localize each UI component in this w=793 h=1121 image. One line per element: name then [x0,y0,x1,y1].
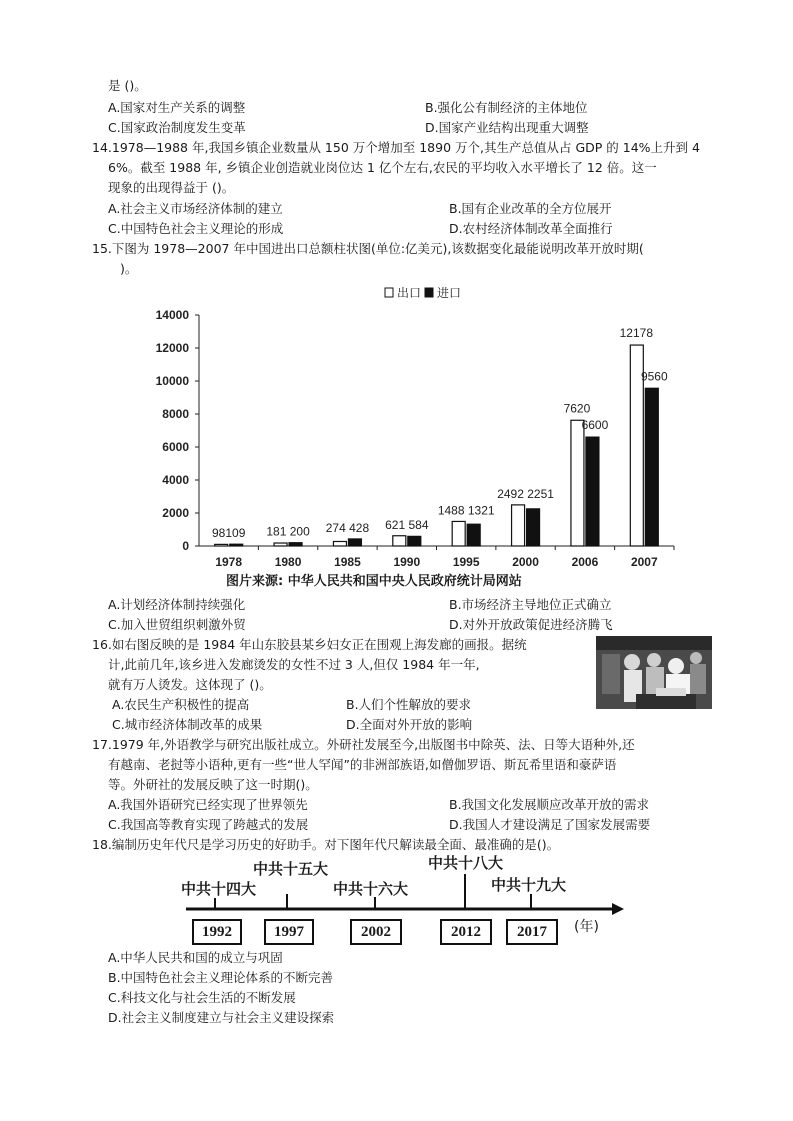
x-tick-label: 2006 [571,555,599,569]
legend-swatch-import [425,288,433,297]
y-tick-label: 12000 [155,341,189,355]
bar-export-1978 [215,544,228,546]
q14-option-d[interactable]: D.农村经济体制改革全面推行 [449,221,613,236]
timeline-label-16th: 中共十六大 [333,880,409,898]
data-label-import-2006: 6600 [581,418,609,433]
q16-option-b[interactable]: B.人们个性解放的要求 [346,697,472,712]
timeline-year-2002: 2002 [350,919,402,945]
y-tick-label: 0 [182,539,189,553]
x-tick-label: 1995 [452,555,480,569]
bar-export-2006 [571,420,584,546]
bar-import-2007 [645,388,658,546]
q17-option-a[interactable]: A.我国外语研究已经实现了世界领先 [108,797,308,812]
timeline-year-2012: 2012 [440,919,492,945]
bar-export-1980 [274,543,287,546]
chart-source: 图片来源: 中华人民共和国中央人民政府统计局网站 [226,574,522,589]
q15-option-a[interactable]: A.计划经济体制持续强化 [108,597,246,612]
bar-import-1985 [348,539,361,546]
bar-export-1995 [452,521,465,546]
q18-option-a[interactable]: A.中华人民共和国的成立与巩固 [108,950,283,965]
y-tick-label: 4000 [162,473,189,487]
bar-import-2006 [586,437,599,546]
x-tick-label: 1990 [393,555,421,569]
q17-option-d[interactable]: D.我国人才建设满足了国家发展需要 [449,817,651,832]
x-tick-label: 1985 [334,555,361,569]
q13-option-d[interactable]: D.国家产业结构出现重大调整 [425,120,589,135]
bar-export-1985 [333,541,346,546]
q14-stem-line1: 14.1978—1988 年,我国乡镇企业数量从 150 万个增加至 1890 万个,其生产总值从占 GDP 的 14%上升到 4 [92,140,700,155]
timeline-year-1992: 1992 [192,919,242,945]
q17-stem-line2: 有越南、老挝等小语种,更有一些“世人罕闻”的非洲部族语,如僧伽罗语、斯瓦希里语和豪萨语 [108,757,617,772]
x-tick-label: 1978 [215,555,243,569]
q14-option-c[interactable]: C.中国特色社会主义理论的形成 [108,221,284,236]
q16-stem-line1: 16.如右图反映的是 1984 年山东胶县某乡妇女正在围观上海发廊的画报。据统 [92,637,527,652]
q17-stem-line1: 17.1979 年,外语教学与研究出版社成立。外研社发展至今,出版图书中除英、法、日等大语种外,还 [92,737,635,752]
q14-option-b[interactable]: B.国有企业改革的全方位展开 [449,201,612,216]
q17-option-b[interactable]: B.我国文化发展顺应改革开放的需求 [449,797,650,812]
x-tick-label: 2000 [512,555,539,569]
data-label-import-2007: 9560 [640,369,668,384]
q18-option-c[interactable]: C.科技文化与社会生活的不断发展 [108,990,296,1005]
trade-bar-chart [0,270,793,590]
legend-label-import: 进口 [437,286,462,300]
bar-import-1995 [467,524,480,546]
legend-swatch-export [385,288,393,297]
q16-option-a[interactable]: A.农民生产积极性的提高 [112,697,250,712]
q14-option-a[interactable]: A.社会主义市场经济体制的建立 [108,201,283,216]
y-tick-label: 6000 [162,440,189,454]
legend-label-export: 出口 [397,286,422,300]
bar-import-1980 [289,543,302,546]
timeline [0,850,793,950]
data-label-2000: 2492 2251 [497,486,554,501]
timeline-label-19th: 中共十九大 [491,876,567,894]
q17-option-c[interactable]: C.我国高等教育实现了跨越式的发展 [108,817,309,832]
timeline-year-2017: 2017 [506,919,558,945]
timeline-label-14th: 中共十四大 [181,880,257,898]
q16-option-d[interactable]: D.全面对外开放的影响 [346,717,473,732]
bar-import-1978 [230,544,243,546]
bar-export-2000 [512,505,525,546]
data-label-1985: 274 428 [325,520,370,535]
q18-stem-line1: 18.编制历史年代尺是学习历史的好助手。对下图年代尺解读最全面、最准确的是()。 [92,837,560,852]
timeline-label-15th: 中共十五大 [253,860,329,878]
q16-stem-line3: 就有万人烫发。这体现了 ()。 [108,677,272,692]
q13-option-c[interactable]: C.国家政治制度发生变革 [108,120,246,135]
y-tick-label: 14000 [155,308,189,322]
timeline-unit: (年) [574,919,599,935]
x-tick-label: 1980 [274,555,302,569]
data-label-export-2006: 7620 [563,401,591,416]
q15-option-b[interactable]: B.市场经济主导地位正式确立 [449,597,612,612]
q14-stem-line3: 现象的出现得益于 ()。 [108,180,235,195]
y-tick-label: 8000 [162,407,189,421]
q15-option-d[interactable]: D.对外开放政策促进经济腾飞 [449,617,613,632]
q13-option-a[interactable]: A.国家对生产关系的调整 [108,100,246,115]
bar-import-1990 [408,536,421,546]
q13-option-b[interactable]: B.强化公有制经济的主体地位 [425,100,588,115]
q18-option-b[interactable]: B.中国特色社会主义理论体系的不断完善 [108,970,334,985]
data-label-1990: 621 584 [385,517,429,532]
y-tick-label: 2000 [162,506,189,520]
data-label-1980: 181 200 [266,524,310,539]
timeline-year-1997: 1997 [264,919,314,945]
bar-export-1990 [393,536,406,546]
q16-option-c[interactable]: C.城市经济体制改革的成果 [112,717,263,732]
y-tick-label: 10000 [155,374,189,388]
data-label-1995: 1488 1321 [437,503,495,518]
q17-stem-line3: 等。外研社的发展反映了这一时期()。 [108,777,318,792]
data-label-export-2007: 12178 [619,326,653,341]
q15-option-c[interactable]: C.加入世贸组织刺激外贸 [108,617,246,632]
q14-stem-line2: 6%。截至 1988 年, 乡镇企业创造就业岗位达 1 亿个左右,农民的平均收入水平增长了 12 倍。这一 [108,160,657,175]
q13-tail: 是 ()。 [108,78,147,93]
bar-import-2000 [527,509,540,546]
q18-option-d[interactable]: D.社会主义制度建立与社会主义建设探索 [108,1010,335,1025]
q15-stem-line1: 15.下图为 1978—2007 年中国进出口总额柱状图(单位:亿美元),该数据变化最能说明改革开放时期( [92,241,644,256]
q15-stem-line2: )。 [120,261,138,276]
timeline-label-18th: 中共十八大 [428,854,504,872]
x-tick-label: 2007 [630,555,658,569]
hair-salon-photo [596,636,712,709]
q16-stem-line2: 计,此前几年,该乡进入发廊烫发的女性不过 3 人,但仅 1984 年一年, [108,657,480,672]
data-label-1978: 98109 [212,526,246,541]
